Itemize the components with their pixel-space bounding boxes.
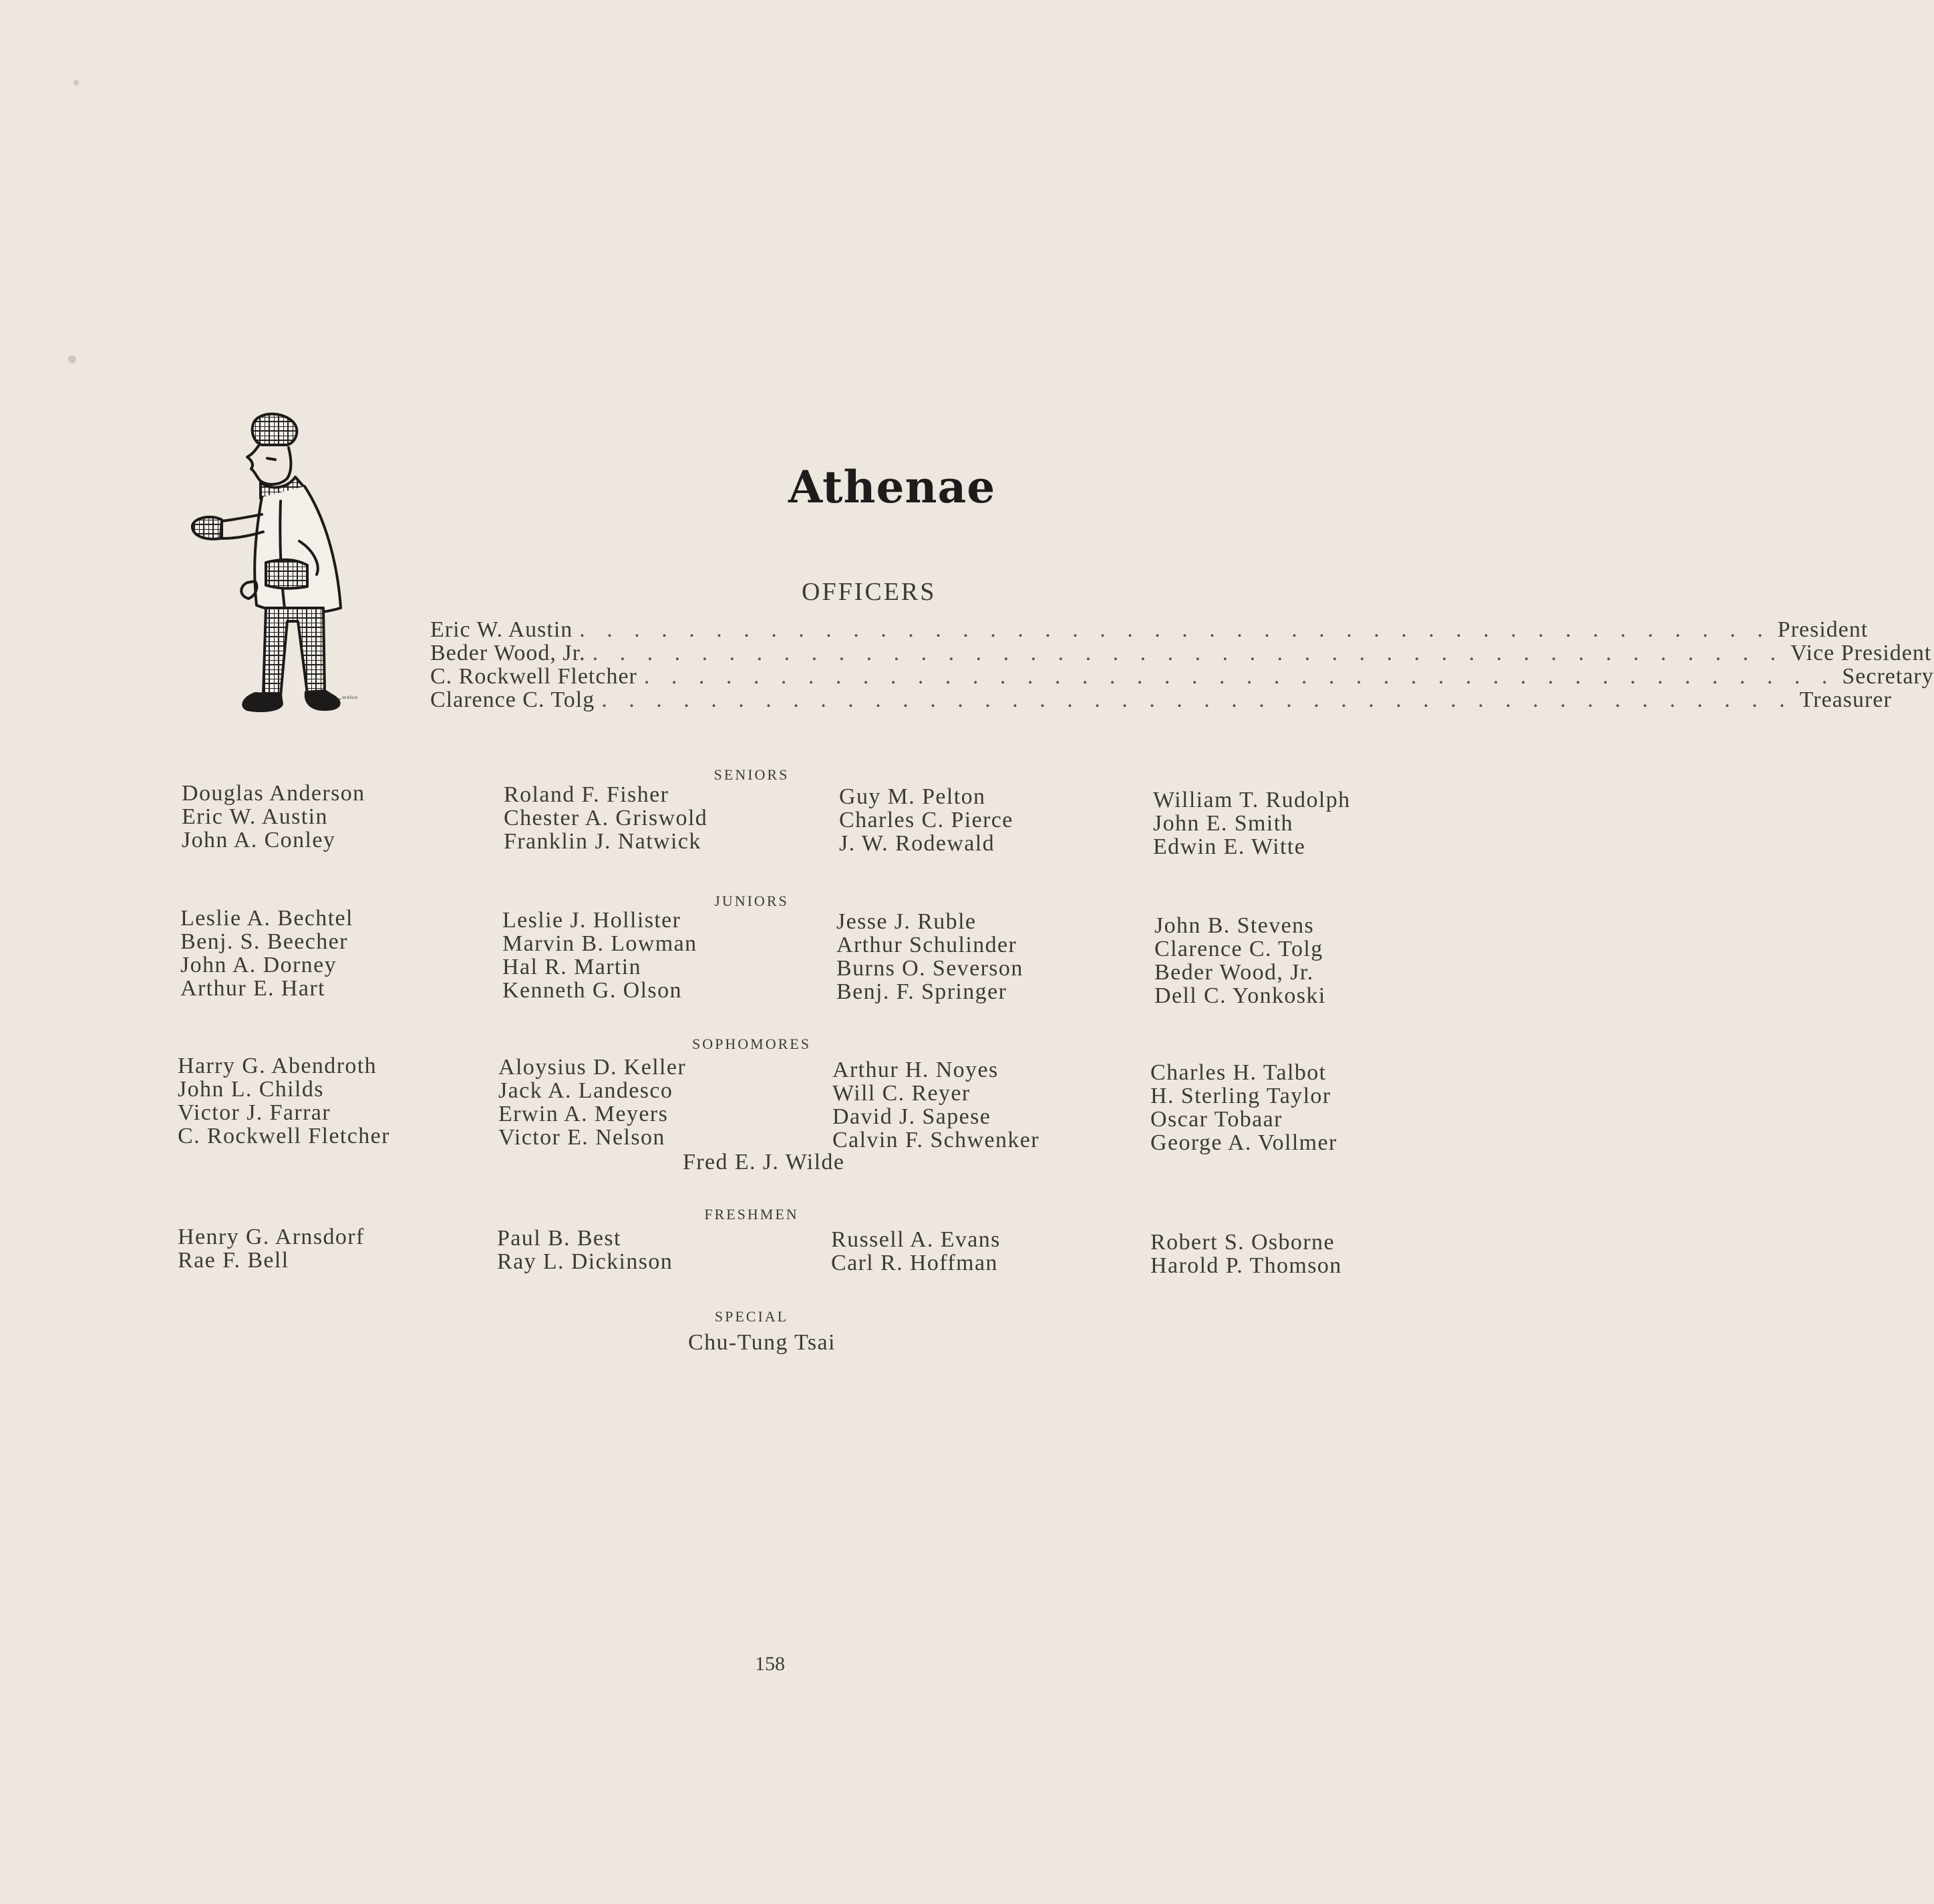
officers-heading: OFFICERS (802, 578, 937, 606)
member-name: Harry G. Abendroth (178, 1054, 377, 1078)
member-name: Will C. Reyer (832, 1081, 971, 1106)
sophomores-column-3 (832, 1058, 1039, 1152)
member-name: H. Sterling Taylor (1150, 1084, 1331, 1108)
officer-name: Clarence C. Tolg (430, 687, 595, 712)
member-name: John A. Dorney (180, 953, 337, 977)
seniors-column-4 (1153, 788, 1351, 858)
member-name: Leslie A. Bechtel (180, 906, 353, 931)
sophomores-column-4 (1150, 1061, 1337, 1154)
member-name: Russell A. Evans (831, 1227, 1001, 1252)
officer-title: Secretary (1842, 664, 1934, 689)
officer-name: C. Rockwell Fletcher (430, 664, 637, 689)
member-name: Calvin F. Schwenker (832, 1128, 1040, 1152)
freshmen-column-1 (178, 1225, 365, 1272)
member-name: William T. Rudolph (1153, 788, 1351, 812)
officer-title: President (1777, 617, 1869, 642)
paper-speck (68, 355, 76, 363)
member-name: Burns O. Severson (836, 956, 1023, 981)
seniors-column-3 (839, 785, 1013, 855)
juniors-column-2 (502, 909, 697, 1002)
member-name: Guy M. Pelton (839, 784, 986, 809)
artist-signature: ~ʷᵉˡᶜᵒ (335, 694, 358, 703)
member-name: Clarence C. Tolg (1154, 937, 1323, 961)
man-in-plaid-coat-cartoon (180, 408, 361, 728)
member-name: Chester A. Griswold (504, 806, 708, 830)
member-name: Eric W. Austin (182, 804, 328, 829)
member-name: Ray L. Dickinson (497, 1249, 673, 1274)
member-name: Arthur Schulinder (836, 933, 1017, 957)
sophomores-heading: SOPHOMORES (692, 1036, 811, 1052)
member-name: Rae F. Bell (178, 1248, 289, 1273)
member-name: Benj. S. Beecher (180, 929, 348, 954)
member-name: Paul B. Best (497, 1226, 621, 1251)
member-name: Roland F. Fisher (504, 782, 669, 807)
freshmen-column-2 (497, 1227, 673, 1273)
officer-name: Eric W. Austin (430, 617, 573, 642)
juniors-column-1 (180, 907, 353, 1000)
officer-title: Vice President (1790, 641, 1932, 665)
dot-leader: . . . . . . . . . . . . . . . . . . . . . . . . . . . . . . . . . . . . . . . . . . . . (601, 687, 1793, 712)
member-name: Arthur E. Hart (180, 976, 325, 1001)
juniors-heading: JUNIORS (714, 893, 789, 909)
member-name: Leslie J. Hollister (502, 908, 681, 933)
member-name: Douglas Anderson (182, 781, 365, 806)
member-name: Edwin E. Witte (1153, 834, 1306, 859)
member-name: Chu-Tung Tsai (688, 1330, 836, 1355)
juniors-column-4 (1154, 914, 1326, 1007)
member-name: Jack A. Landesco (498, 1078, 673, 1103)
dot-leader: . . . . . . . . . . . . . . . . . . . . . . . . . . . . . . . . . . . . . . . . . . . . (592, 641, 1784, 665)
member-name: Aloysius D. Keller (498, 1055, 687, 1080)
officer-row (430, 617, 1869, 644)
special-column (688, 1331, 836, 1354)
sophomores-column-1 (178, 1054, 390, 1148)
dot-leader: . . . . . . . . . . . . . . . . . . . . . . . . . . . . . . . . . . . . . . . . . . . . (643, 664, 1836, 689)
member-name: Fred E. J. Wilde (683, 1150, 845, 1174)
member-name: Charles C. Pierce (839, 808, 1013, 832)
member-name: David J. Sapese (832, 1104, 991, 1129)
member-name: Erwin A. Meyers (498, 1102, 669, 1126)
officer-row (430, 641, 1932, 667)
sophomores-extra-name (683, 1150, 844, 1174)
special-heading: SPECIAL (714, 1308, 789, 1325)
member-name: John A. Conley (182, 828, 336, 852)
member-name: John E. Smith (1153, 811, 1293, 836)
freshmen-column-4 (1150, 1231, 1342, 1277)
member-name: Harold P. Thomson (1150, 1253, 1342, 1278)
freshmen-heading: FRESHMEN (704, 1206, 799, 1223)
member-name: Arthur H. Noyes (832, 1058, 999, 1082)
member-name: C. Rockwell Fletcher (178, 1124, 390, 1148)
member-name: George A. Vollmer (1150, 1130, 1337, 1155)
member-name: Victor J. Farrar (178, 1100, 331, 1125)
member-name: Dell C. Yonkoski (1154, 983, 1326, 1008)
seniors-column-2 (504, 783, 707, 853)
paper-speck (73, 80, 79, 86)
member-name: Marvin B. Lowman (502, 931, 697, 956)
member-name: Henry G. Arnsdorf (178, 1225, 365, 1249)
freshmen-column-3 (831, 1228, 1001, 1275)
seniors-column-1 (182, 782, 365, 852)
member-name: Carl R. Hoffman (831, 1251, 998, 1275)
dot-leader: . . . . . . . . . . . . . . . . . . . . . . . . . . . . . . . . . . . . . . . . . . . . (579, 617, 1771, 642)
member-name: Robert S. Osborne (1150, 1230, 1335, 1255)
officer-row (430, 664, 1934, 691)
officer-title: Treasurer (1799, 687, 1892, 712)
member-name: Oscar Tobaar (1150, 1107, 1283, 1132)
member-name: Benj. F. Springer (836, 979, 1007, 1004)
juniors-column-3 (836, 910, 1023, 1003)
sophomores-column-2 (498, 1056, 686, 1149)
member-name: Charles H. Talbot (1150, 1060, 1327, 1085)
seniors-heading: SENIORS (713, 766, 790, 783)
member-name: Beder Wood, Jr. (1154, 960, 1314, 985)
officer-row (430, 687, 1892, 714)
member-name: Franklin J. Natwick (504, 829, 701, 854)
page-title: Athenae (788, 461, 996, 513)
member-name: Victor E. Nelson (498, 1125, 665, 1150)
member-name: John L. Childs (178, 1077, 324, 1102)
member-name: Kenneth G. Olson (502, 978, 682, 1003)
member-name: Hal R. Martin (502, 955, 642, 979)
page-number: 158 (755, 1653, 785, 1675)
officer-name: Beder Wood, Jr. (430, 641, 586, 665)
member-name: Jesse J. Ruble (836, 909, 977, 934)
member-name: J. W. Rodewald (839, 831, 995, 856)
member-name: John B. Stevens (1154, 913, 1315, 938)
